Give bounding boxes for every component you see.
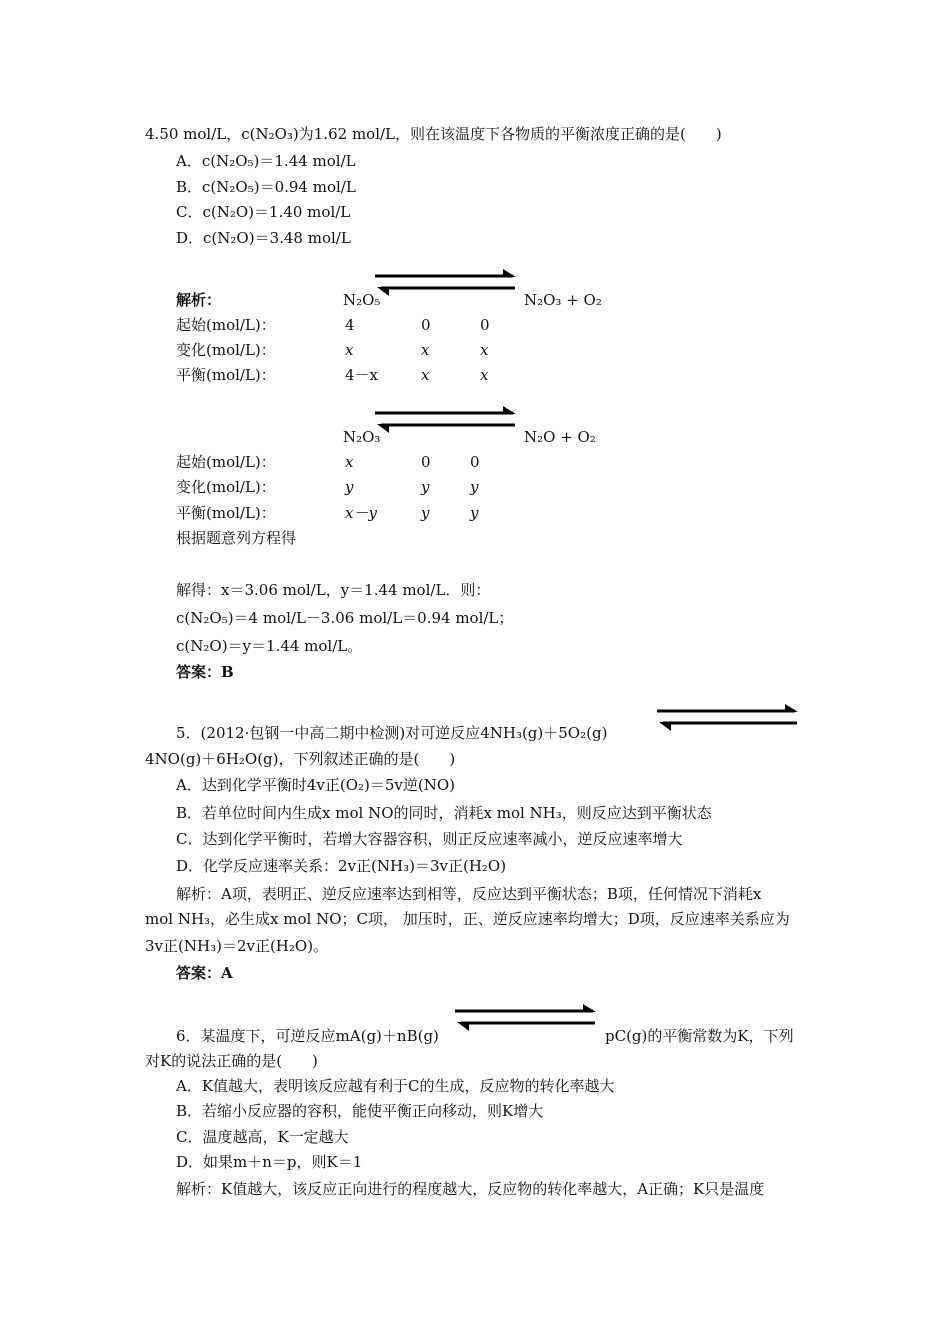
table2-cell: 0: [470, 453, 480, 471]
table1-cell: x: [345, 341, 354, 359]
q6-stem-left: 6．某温度下，可逆反应mA(g)＋nB(g): [176, 1027, 439, 1045]
table2-cell: y: [470, 478, 479, 496]
table1-cell: 4: [345, 316, 355, 334]
table2-cell: y: [421, 504, 430, 522]
q6-stem-right: pC(g)的平衡常数为K，下列: [605, 1027, 794, 1045]
q5-option-d: D．化学反应速率关系：2v正(NH₃)＝3v正(H₂O): [176, 857, 507, 875]
eq2-left: N₂O₃: [343, 428, 381, 446]
q6-analysis: 解析：K值越大，该反应正向进行的程度越大，反应物的转化率越大，A正确；K只是温度: [176, 1180, 765, 1198]
table1-cell: x: [480, 341, 489, 359]
eq1-left: N₂O₅: [343, 291, 381, 309]
q4-solution-line: 解得：x＝3.06 mol/L，y＝1.44 mol/L．则：: [176, 581, 491, 599]
table2-cell: y: [421, 478, 430, 496]
q5-analysis-line: mol NH₃，必生成x mol NO；C项， 加压时，正、逆反应速率均增大；D项，反应速率关系应为: [145, 910, 790, 928]
table2-cell: y: [345, 478, 354, 496]
table2-cell: 0: [421, 453, 431, 471]
table2-row-label: 变化(mol/L)：: [176, 478, 276, 496]
q5-analysis-line: 3v正(NH₃)＝2v正(H₂O)。: [145, 937, 329, 955]
q4-solution-line: c(N₂O)＝y＝1.44 mol/L。: [176, 637, 363, 655]
q4-note: 根据题意列方程得: [176, 529, 297, 547]
q4-option-c: C．c(N₂O)＝1.40 mol/L: [176, 203, 351, 221]
table1-cell: x: [421, 366, 430, 384]
table1-row-label: 平衡(mol/L)：: [176, 366, 276, 384]
q6-stem-line2: 对K的说法正确的是( ): [145, 1052, 318, 1070]
table1-row-label: 起始(mol/L)：: [176, 316, 276, 334]
equilibrium-arrow-icon: [373, 268, 518, 288]
q4-solution-line: c(N₂O₅)＝4 mol/L－3.06 mol/L＝0.94 mol/L；: [176, 609, 514, 627]
table2-cell: x－y: [345, 504, 377, 522]
q4-answer: 答案：B: [176, 663, 234, 681]
table2-cell: y: [470, 504, 479, 522]
q6-option-c: C．温度越高，K一定越大: [176, 1128, 349, 1146]
table1-cell: 0: [421, 316, 431, 334]
eq2-right: N₂O + O₂: [524, 428, 596, 446]
q4-option-b: B．c(N₂O₅)＝0.94 mol/L: [176, 178, 356, 196]
table1-row-label: 变化(mol/L)：: [176, 341, 276, 359]
q5-answer: 答案：A: [176, 964, 233, 982]
q6-option-d: D．如果m＋n＝p，则K＝1: [176, 1153, 363, 1171]
table1-cell: x: [480, 366, 489, 384]
q6-option-b: B．若缩小反应器的容积，能使平衡正向移动，则K增大: [176, 1102, 544, 1120]
table2-row-label: 起始(mol/L)：: [176, 453, 276, 471]
q4-option-a: A．c(N₂O₅)＝1.44 mol/L: [176, 152, 356, 170]
equilibrium-arrow-icon: [373, 405, 518, 425]
table1-cell: 4－x: [345, 366, 379, 384]
q5-option-c: C．达到化学平衡时，若增大容器容积，则正反应速率减小，逆反应速率增大: [176, 830, 683, 848]
q5-analysis-line: 解析：A项，表明正、逆反应速率达到相等，反应达到平衡状态；B项，任何情况下消耗x: [176, 885, 762, 903]
table2-row-label: 平衡(mol/L)：: [176, 504, 276, 522]
table1-cell: x: [421, 341, 430, 359]
table1-cell: 0: [480, 316, 490, 334]
q4-analysis-label: 解析：: [176, 291, 222, 309]
table2-cell: x: [345, 453, 354, 471]
q5-option-b: B．若单位时间内生成x mol NO的同时，消耗x mol NH₃，则反应达到平衡状态: [176, 804, 712, 822]
q4-option-d: D．c(N₂O)＝3.48 mol/L: [176, 229, 351, 247]
q5-option-a: A．达到化学平衡时4v正(O₂)＝5v逆(NO): [176, 776, 456, 794]
q5-stem-line2: 4NO(g)＋6H₂O(g)，下列叙述正确的是( ): [145, 750, 456, 768]
q5-stem-line1: 5．(2012·包钢一中高二期中检测)对可逆反应4NH₃(g)＋5O₂(g): [176, 724, 608, 742]
equilibrium-arrow-icon: [655, 703, 800, 723]
q6-option-a: A．K值越大，表明该反应越有利于C的生成，反应物的转化率越大: [176, 1077, 615, 1095]
eq1-right: N₂O₃ + O₂: [524, 291, 602, 309]
q4-stem: 4.50 mol/L，c(N₂O₃)为1.62 mol/L，则在该温度下各物质的平衡浓度正确的是( ): [145, 125, 722, 143]
equilibrium-arrow-icon: [453, 1003, 598, 1023]
